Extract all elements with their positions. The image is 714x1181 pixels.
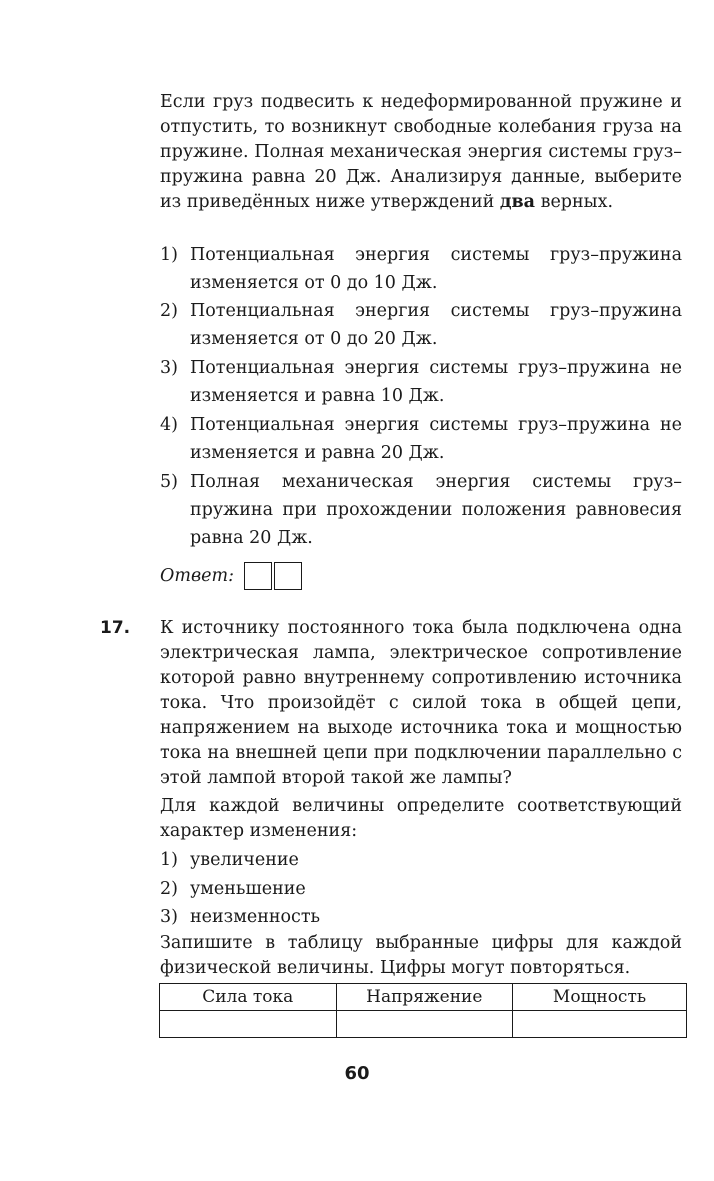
answer-row — [160, 562, 302, 590]
task16-intro-bold: два — [499, 192, 536, 212]
change-3 — [160, 903, 682, 931]
option-number: 5) — [160, 472, 178, 492]
task17-text: К источнику постоянного тока была подключена одна электрическая лампа, электрическое сопротивление которой равно внутреннему сопротивлению источника тока. Что произойдёт с силой тока в общей цепи, напряжением на выходе источника тока и мощностью тока на внешней цепи при подключении параллельно с этой лампой второй такой же лампы? — [160, 618, 682, 788]
option-text: Потенциальная энергия системы груз–пружина изменяется от 0 до 20 Дж. — [190, 301, 682, 349]
answer-table-row — [160, 1011, 687, 1038]
task16-intro-text: Если груз подвесить к недеформированной пружине и отпустить, то возникнут свободные колебания груза на пружине. Полная механическая энергия системы груз–пружина равна 20 Дж. Анализируя данные, выберите из приведённых ниже утверждений — [160, 92, 682, 212]
cell-current[interactable] — [160, 1011, 337, 1038]
cell-power[interactable] — [513, 1011, 687, 1038]
task16-option-2 — [160, 297, 682, 353]
task16-intro — [160, 90, 682, 215]
task17-instruction: Для каждой величины определите соответствующий характер изменения: — [160, 796, 682, 841]
change-text: неизменность — [190, 907, 321, 927]
header-current: Сила тока — [160, 984, 337, 1011]
option-number: 4) — [160, 415, 178, 435]
cell-voltage[interactable] — [336, 1011, 513, 1038]
change-2 — [160, 875, 682, 903]
answer-table — [159, 983, 687, 1038]
table-note: Запишите в таблицу выбранные цифры для каждой физической величины. Цифры могут повторяться. — [160, 933, 682, 978]
answer-label: Ответ: — [160, 566, 234, 586]
change-1 — [160, 846, 682, 874]
option-text: Потенциальная энергия системы груз–пружина изменяется от 0 до 10 Дж. — [190, 245, 682, 293]
header-voltage: Напряжение — [336, 984, 513, 1011]
answer-box-1[interactable] — [244, 562, 272, 590]
change-number: 3) — [160, 907, 178, 927]
change-text: увеличение — [190, 850, 299, 870]
answer-box-2[interactable] — [274, 562, 302, 590]
option-text: Потенциальная энергия системы груз–пружина не изменяется и равна 10 Дж. — [190, 358, 682, 406]
change-text: уменьшение — [190, 879, 306, 899]
header-power: Мощность — [513, 984, 687, 1011]
answer-table-header — [160, 984, 687, 1011]
page-number: 60 — [344, 1063, 370, 1084]
task16-option-5 — [160, 468, 682, 552]
task16-option-1 — [160, 241, 682, 297]
option-number: 2) — [160, 301, 178, 321]
task16-option-4 — [160, 411, 682, 467]
change-number: 2) — [160, 879, 178, 899]
option-number: 1) — [160, 245, 178, 265]
task16-intro-end: верных. — [535, 192, 614, 212]
task16-option-3 — [160, 354, 682, 410]
option-number: 3) — [160, 358, 178, 378]
option-text: Потенциальная энергия системы груз–пружина не изменяется и равна 20 Дж. — [190, 415, 682, 463]
task17-number: 17. — [100, 618, 131, 638]
option-text: Полная механическая энергия системы груз–пружина при прохождении положения равновесия равна 20 Дж. — [190, 472, 682, 548]
change-number: 1) — [160, 850, 178, 870]
